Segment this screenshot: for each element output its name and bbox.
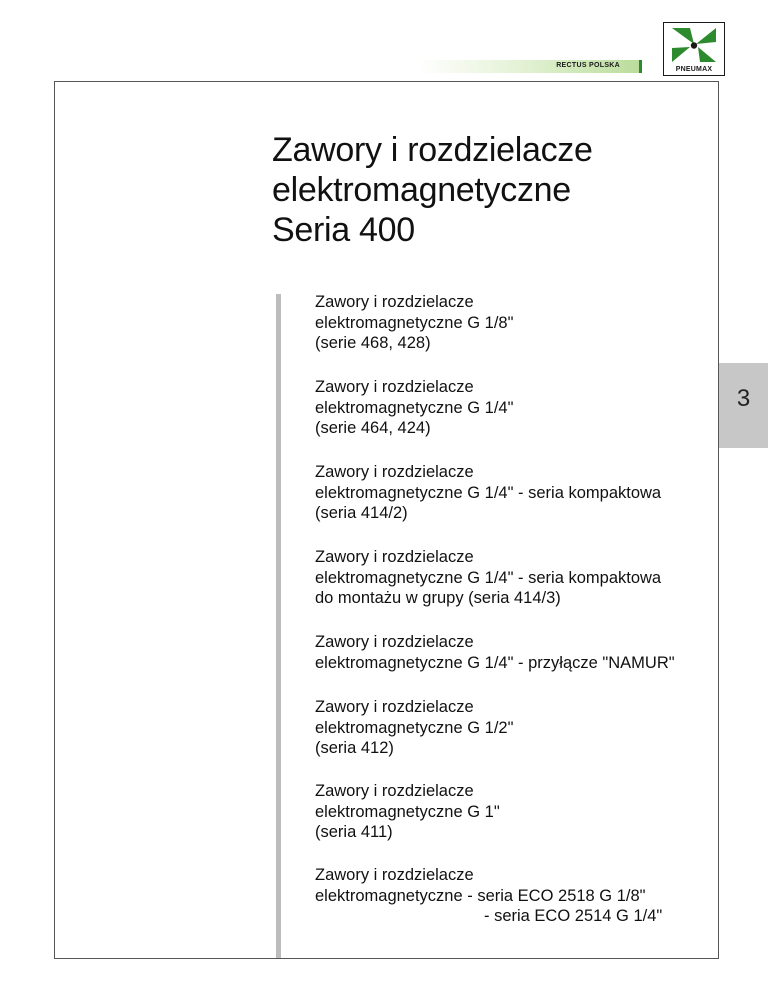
logo-text: PNEUMAX (675, 66, 713, 73)
pneumax-logo (663, 22, 725, 76)
list-item: Zawory i rozdzielacze elektromagnetyczne G 1/8" (serie 468, 428) (315, 293, 514, 352)
chapter-number: 3 (736, 385, 751, 412)
header-accent-bar (639, 60, 642, 73)
list-item: Zawory i rozdzielacze elektromagnetyczne G 1/4" (serie 464, 424) (315, 378, 514, 437)
company-name: RECTUS POLSKA (556, 62, 620, 69)
pinwheel-logo-icon (670, 26, 718, 64)
title-line-2: elektromagnetyczne (272, 171, 571, 209)
list-item: Zawory i rozdzielacze elektromagnetyczne - seria ECO 2518 G 1/8" - seria ECO 2514 G 1/4" (315, 866, 663, 925)
list-item: Zawory i rozdzielacze elektromagnetyczne G 1/4" - seria kompaktowa (seria 414/2) (315, 463, 662, 522)
title-line-1: Zawory i rozdzielacze (272, 131, 593, 169)
list-item: Zawory i rozdzielacze elektromagnetyczne G 1/4" - seria kompaktowa do montażu w grupy (seria 414/3) (315, 548, 662, 607)
list-item: Zawory i rozdzielacze elektromagnetyczne G 1/4" - przyłącze "NAMUR" (315, 633, 675, 672)
title-line-3: Seria 400 (272, 211, 415, 249)
vertical-divider (276, 294, 281, 958)
header-gradient-strip (418, 60, 642, 73)
list-item: Zawory i rozdzielacze elektromagnetyczne G 1" (seria 411) (315, 782, 500, 841)
list-item: Zawory i rozdzielacze elektromagnetyczne G 1/2" (seria 412) (315, 698, 514, 757)
page-title (272, 130, 593, 250)
